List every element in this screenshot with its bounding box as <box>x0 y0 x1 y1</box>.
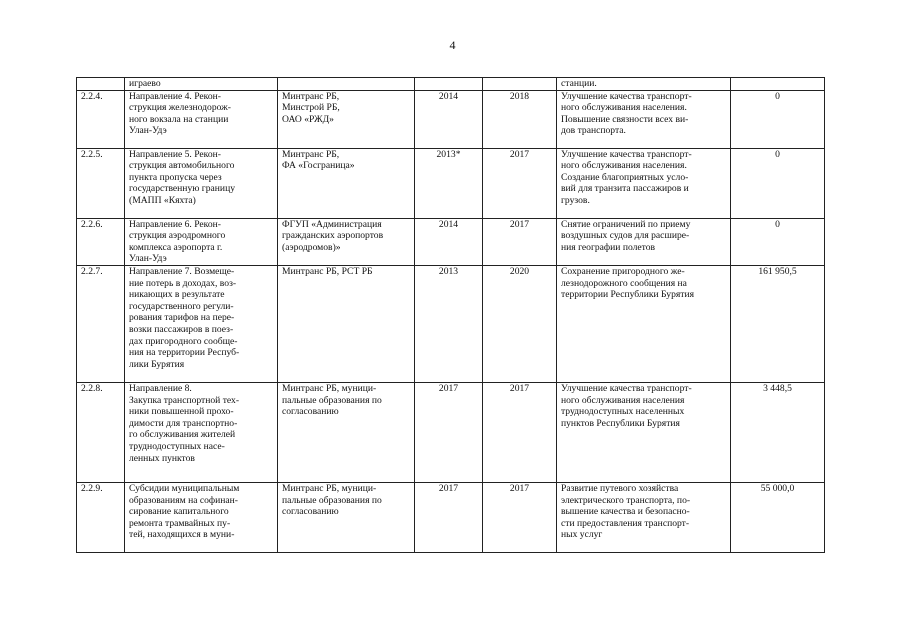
cell-end-year: 2018 <box>483 90 557 148</box>
table-row <box>77 382 825 482</box>
cell-executors-line: (аэродромов)» <box>282 241 341 253</box>
cell-result-line: Улучшение качества транспорт- <box>561 148 692 160</box>
cell-number <box>77 78 125 91</box>
cell-name-line: ния на территории Респуб- <box>129 347 240 359</box>
cell-name-line: пункта пропуска через <box>129 171 222 183</box>
cell-executors-line: Минтранс РБ, РСТ РБ <box>282 265 373 277</box>
cell-result-line: сти предоставления транспорт- <box>561 517 690 529</box>
cell-end-year: 2017 <box>483 482 557 552</box>
cell-name-line: Направление 7. Возмеще- <box>129 265 235 277</box>
cell-result-line: Сохранение пригородного же- <box>561 265 685 277</box>
table-row <box>77 90 825 148</box>
cell-executors <box>278 482 415 552</box>
cell-name <box>125 90 278 148</box>
measures-table <box>76 77 825 553</box>
cell-name-line: ние потерь в доходах, воз- <box>129 277 237 289</box>
cell-name-line: комплекса аэропорта г. <box>129 241 223 253</box>
table-row <box>77 78 825 91</box>
table-row <box>77 148 825 218</box>
cell-name-line: Направление 4. Рекон- <box>129 90 221 102</box>
cell-result-line: Развитие путевого хозяйства <box>561 482 679 494</box>
cell-executors-line: ОАО «РЖД» <box>282 113 334 125</box>
cell-name-line: сирование капитального <box>129 506 229 518</box>
cell-start-year: 2017 <box>415 482 483 552</box>
cell-amount <box>731 78 825 91</box>
cell-executors-line: ФГУП «Администрация <box>282 218 382 230</box>
cell-executors-line: ФА «Госграница» <box>282 160 355 172</box>
cell-result-line: Улучшение качества транспорт- <box>561 382 692 394</box>
cell-name-line: образованиям на софинан- <box>129 494 238 506</box>
cell-executors <box>278 90 415 148</box>
cell-amount: 55 000,0 <box>731 482 825 552</box>
cell-name-line: струкция автомобильного <box>129 160 235 172</box>
cell-amount: 3 448,5 <box>731 382 825 482</box>
cell-name-line: лики Бурятия <box>129 358 185 370</box>
cell-result-line: электрического транспорта, по- <box>561 494 691 506</box>
cell-result-line: Создание благоприятных усло- <box>561 171 689 183</box>
cell-result-line: воздушных судов для расшире- <box>561 230 690 242</box>
cell-end-year <box>483 78 557 91</box>
cell-name-line: играево <box>129 78 161 89</box>
cell-name <box>125 148 278 218</box>
cell-result <box>557 218 731 265</box>
cell-amount: 0 <box>731 218 825 265</box>
cell-result-line: пунктов Республики Бурятия <box>561 417 680 429</box>
cell-name-line: Направление 8. <box>129 382 192 394</box>
cell-start-year: 2013* <box>415 148 483 218</box>
cell-result <box>557 148 731 218</box>
cell-name-line: возки пассажиров в поез- <box>129 323 234 335</box>
cell-number: 2.2.8. <box>77 382 125 482</box>
cell-executors-line: Минтранс РБ, <box>282 148 340 160</box>
cell-amount: 0 <box>731 90 825 148</box>
cell-number: 2.2.9. <box>77 482 125 552</box>
cell-name-line: Направление 5. Рекон- <box>129 148 221 160</box>
cell-executors-line: согласованию <box>282 506 339 518</box>
cell-result-line: вий для транзита пассажиров и <box>561 183 689 195</box>
cell-executors-line: согласованию <box>282 406 339 418</box>
cell-name <box>125 265 278 382</box>
cell-name-line: (МАПП «Кяхта) <box>129 194 196 206</box>
cell-name-line: го обслуживания жителей <box>129 429 236 441</box>
cell-result-line: Повышение связности всех ви- <box>561 113 689 125</box>
cell-name-line: ного вокзала на станции <box>129 113 229 125</box>
cell-executors-line: пальные образования по <box>282 494 382 506</box>
cell-name-line: димости для транспортно- <box>129 417 238 429</box>
cell-name <box>125 78 278 91</box>
cell-name <box>125 218 278 265</box>
cell-end-year: 2020 <box>483 265 557 382</box>
cell-name-line: Улан-Удэ <box>129 125 167 137</box>
cell-name-line: государственную границу <box>129 183 235 195</box>
cell-result <box>557 78 731 91</box>
cell-executors-line: Минтранс РБ, <box>282 90 340 102</box>
cell-number: 2.2.4. <box>77 90 125 148</box>
cell-name <box>125 382 278 482</box>
cell-result-line: ного обслуживания населения. <box>561 102 687 114</box>
cell-end-year: 2017 <box>483 382 557 482</box>
cell-result <box>557 90 731 148</box>
cell-start-year: 2014 <box>415 90 483 148</box>
cell-name-line: Направление 6. Рекон- <box>129 218 221 230</box>
cell-start-year <box>415 78 483 91</box>
cell-name-line: рования тарифов на пере- <box>129 312 235 324</box>
cell-name-line: никающих в результате <box>129 289 225 301</box>
cell-amount: 0 <box>731 148 825 218</box>
cell-executors-line: Минтранс РБ, муници- <box>282 482 377 494</box>
cell-name-line: государственного регули- <box>129 300 234 312</box>
cell-executors <box>278 265 415 382</box>
cell-result-line: труднодоступных населенных <box>561 406 685 418</box>
cell-number: 2.2.5. <box>77 148 125 218</box>
cell-name-line: тей, находящихся в муни- <box>129 529 235 541</box>
cell-name-line: Закупка транспортной тех- <box>129 394 240 406</box>
cell-name-line: дах пригородного сообще- <box>129 335 238 347</box>
cell-result-line: лезнодорожного сообщения на <box>561 277 687 289</box>
cell-result <box>557 482 731 552</box>
cell-start-year: 2017 <box>415 382 483 482</box>
cell-executors-line: гражданских аэропортов <box>282 230 384 242</box>
cell-name-line: ленных пунктов <box>129 452 195 464</box>
cell-executors-line: пальные образования по <box>282 394 382 406</box>
cell-name-line: труднодоступных насе- <box>129 440 225 452</box>
cell-executors <box>278 218 415 265</box>
cell-start-year: 2014 <box>415 218 483 265</box>
cell-executors <box>278 78 415 91</box>
cell-result-line: дов транспорта. <box>561 125 626 137</box>
cell-end-year: 2017 <box>483 218 557 265</box>
cell-name-line: Субсидии муниципальным <box>129 482 240 494</box>
cell-executors <box>278 382 415 482</box>
cell-result-line: территории Республики Бурятия <box>561 289 695 301</box>
cell-executors-line: Минстрой РБ, <box>282 102 340 114</box>
cell-result-line: вышение качества и безопасно- <box>561 506 690 518</box>
cell-name-line: ремонта трамвайных пу- <box>129 517 231 529</box>
cell-number: 2.2.7. <box>77 265 125 382</box>
cell-result-line: ных услуг <box>561 529 603 541</box>
table-row <box>77 265 825 382</box>
cell-result-line: станции. <box>561 78 597 89</box>
cell-result-line: ния географии полетов <box>561 241 656 253</box>
cell-result-line: Улучшение качества транспорт- <box>561 90 692 102</box>
page-number: 4 <box>449 38 456 52</box>
cell-number: 2.2.6. <box>77 218 125 265</box>
cell-name-line: струкция аэродромного <box>129 230 226 242</box>
cell-amount: 161 950,5 <box>731 265 825 382</box>
cell-start-year: 2013 <box>415 265 483 382</box>
cell-end-year: 2017 <box>483 148 557 218</box>
cell-result-line: ного обслуживания населения. <box>561 160 687 172</box>
cell-result <box>557 265 731 382</box>
cell-result-line: ного обслуживания населения <box>561 394 685 406</box>
cell-result-line: Снятие ограничений по приему <box>561 218 691 230</box>
table-row <box>77 218 825 265</box>
cell-name-line: Улан-Удэ <box>129 253 167 265</box>
cell-executors <box>278 148 415 218</box>
cell-executors-line: Минтранс РБ, муници- <box>282 382 377 394</box>
cell-result-line: грузов. <box>561 194 590 206</box>
table-row <box>77 482 825 552</box>
cell-name-line: ники повышенной прохо- <box>129 406 234 418</box>
cell-result <box>557 382 731 482</box>
cell-name-line: струкция железнодорож- <box>129 102 231 114</box>
cell-name <box>125 482 278 552</box>
